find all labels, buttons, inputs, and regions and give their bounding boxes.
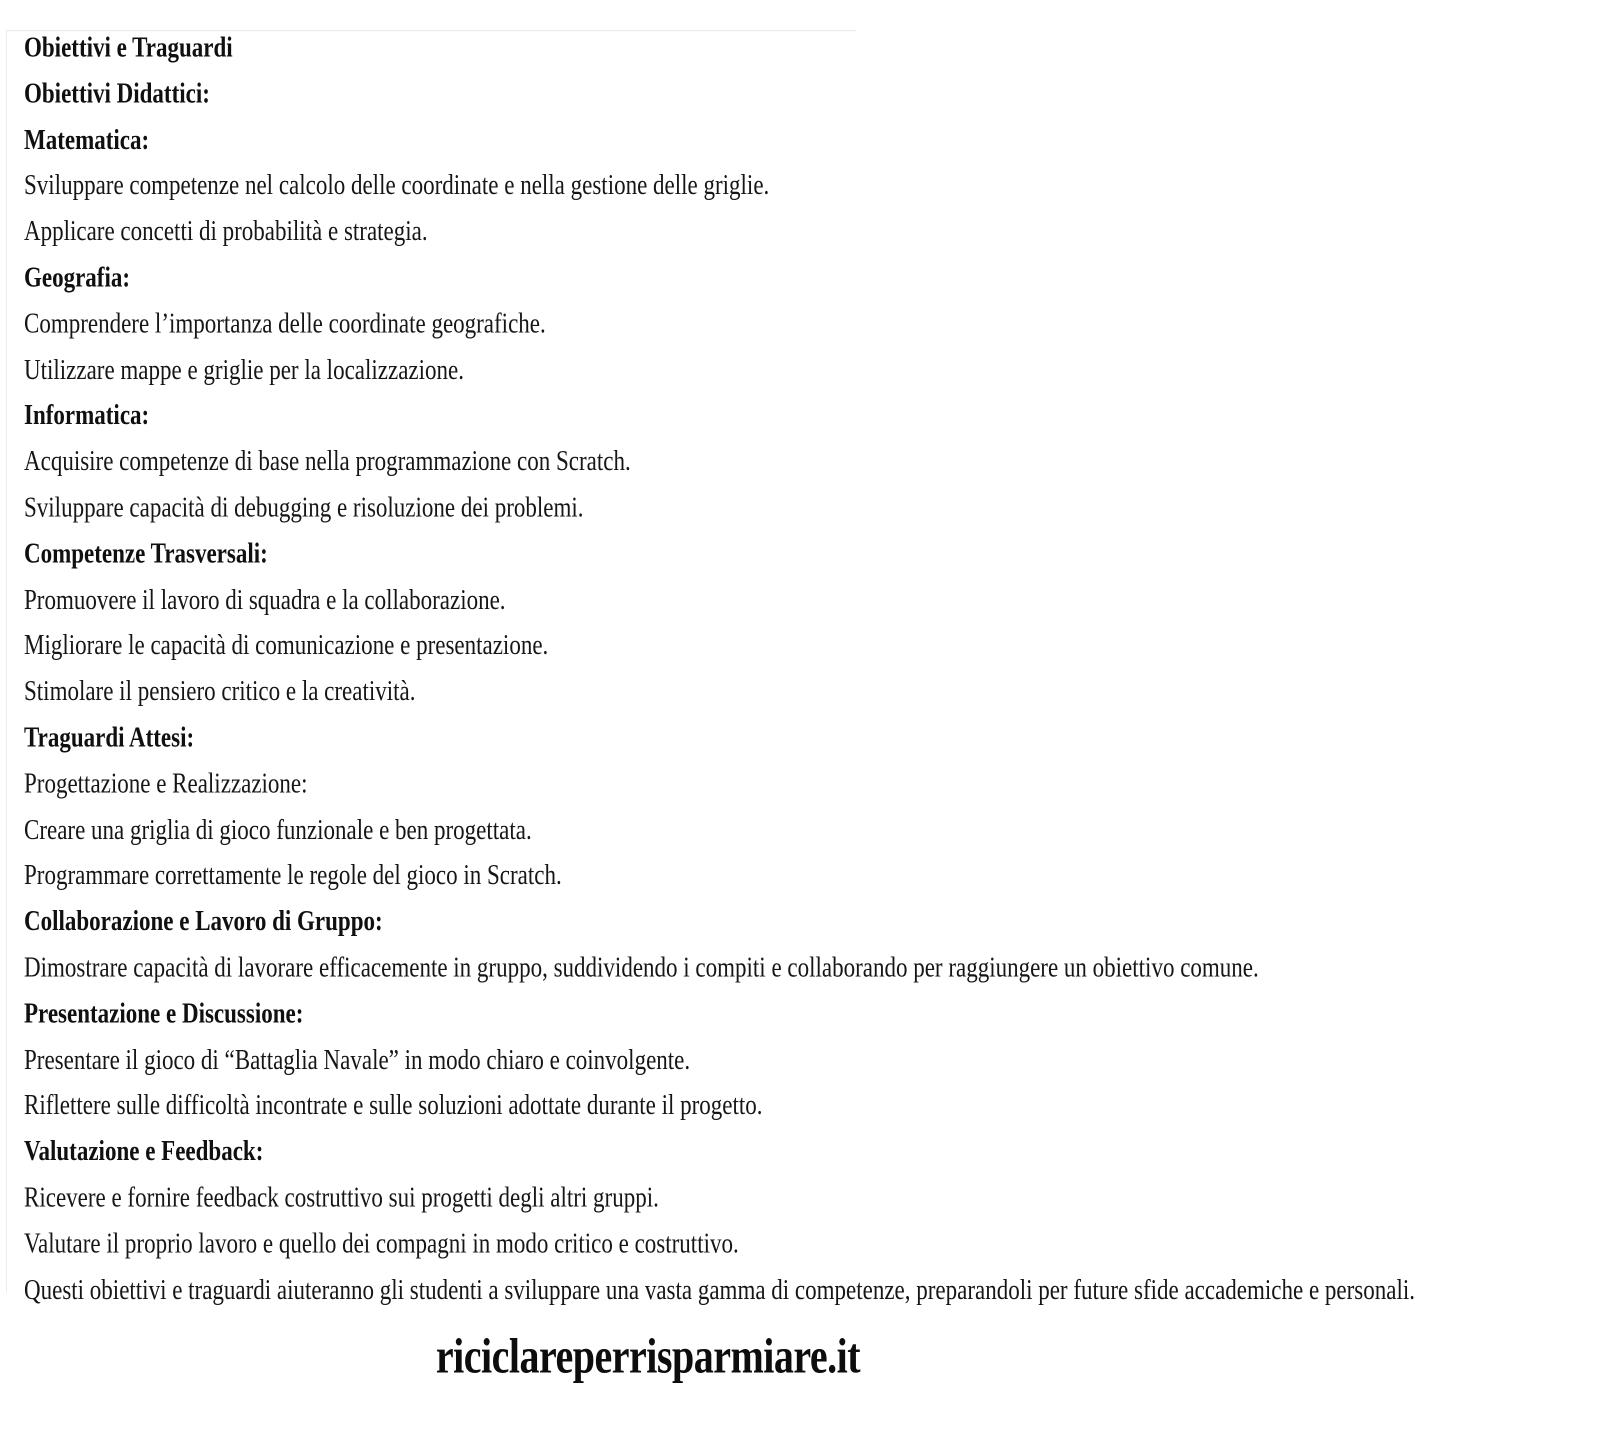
doc-heading: Competenze Trasversali:	[24, 537, 268, 569]
doc-paragraph: Valutare il proprio lavoro e quello dei compagni in modo critico e costruttivo.	[24, 1227, 739, 1259]
doc-heading: Valutazione e Feedback:	[24, 1135, 264, 1167]
doc-heading: Obiettivi Didattici:	[24, 77, 210, 109]
scan-edge-artifact-left	[6, 30, 7, 1293]
doc-paragraph: Progettazione e Realizzazione:	[24, 767, 308, 799]
doc-paragraph: Questi obiettivi e traguardi aiuteranno gli studenti a sviluppare una vasta gamma di competenze, preparandoli per future sfide accademiche e personali.	[24, 1273, 1415, 1305]
doc-paragraph: Riflettere sulle difficoltà incontrate e sulle soluzioni adottate durante il progetto.	[24, 1089, 763, 1121]
doc-paragraph: Dimostrare capacità di lavorare efficacemente in gruppo, suddividendo i compiti e collaborando per raggiungere un obiettivo comune.	[24, 951, 1259, 983]
doc-paragraph: Utilizzare mappe e griglie per la localizzazione.	[24, 353, 464, 385]
doc-heading: Presentazione e Discussione:	[24, 997, 304, 1029]
doc-heading: Geografia:	[24, 261, 131, 293]
doc-paragraph: Applicare concetti di probabilità e strategia.	[24, 215, 428, 247]
doc-title: Obiettivi e Traguardi	[24, 31, 233, 63]
doc-heading: Traguardi Attesi:	[24, 721, 195, 753]
doc-paragraph: Programmare correttamente le regole del gioco in Scratch.	[24, 859, 562, 891]
scan-edge-artifact-top	[6, 30, 856, 31]
doc-paragraph: Promuovere il lavoro di squadra e la collaborazione.	[24, 583, 506, 615]
doc-paragraph: Acquisire competenze di base nella programmazione con Scratch.	[24, 445, 631, 477]
footer	[0, 1313, 1296, 1401]
doc-paragraph: Ricevere e fornire feedback costruttivo sui progetti degli altri gruppi.	[24, 1181, 659, 1213]
doc-heading: Collaborazione e Lavoro di Gruppo:	[24, 905, 383, 937]
doc-heading: Matematica:	[24, 123, 150, 155]
doc-paragraph: Migliorare le capacità di comunicazione e presentazione.	[24, 629, 549, 661]
site-watermark: riciclareperrisparmiare.it	[435, 1327, 861, 1385]
doc-paragraph: Sviluppare capacità di debugging e risoluzione dei problemi.	[24, 491, 584, 523]
doc-paragraph: Sviluppare competenze nel calcolo delle coordinate e nella gestione delle griglie.	[24, 169, 770, 201]
doc-heading: Informatica:	[24, 399, 150, 431]
doc-paragraph: Stimolare il pensiero critico e la creatività.	[24, 675, 416, 707]
doc-paragraph: Comprendere l’importanza delle coordinate geografiche.	[24, 307, 546, 339]
doc-paragraph: Creare una griglia di gioco funzionale e ben progettata.	[24, 813, 532, 845]
doc-paragraph: Presentare il gioco di “Battaglia Navale” in modo chiaro e coinvolgente.	[24, 1043, 691, 1075]
